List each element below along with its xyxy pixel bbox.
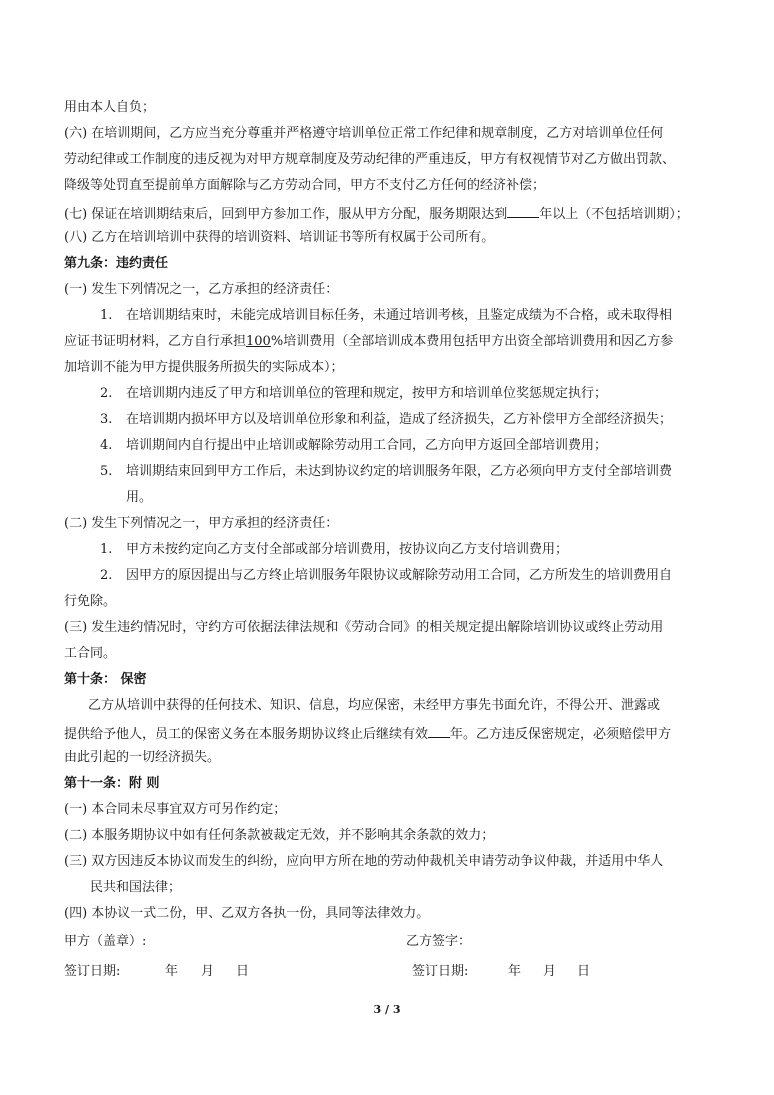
list-item-2: 在培训期内违反了甲方和培训单位的管理和规定，按甲方和培训单位奖惩规定执行； bbox=[126, 386, 608, 401]
article-11-item-2: (二) 本服务期协议中如有任何条款被裁定无效，并不影响其余条款的效力； bbox=[64, 828, 495, 843]
article-11-item-4: (四) 本协议一式二份，甲、乙双方各执一份，具同等法律效力。 bbox=[64, 906, 430, 921]
clause-6-line-1: (六) 在培训期间，乙方应当充分尊重并严格遵守培训单位正常工作纪律和规章制度，乙方对培训单位任何 bbox=[64, 126, 664, 141]
list-item-5-line-2: 用。 bbox=[126, 490, 153, 505]
list-number: 4. bbox=[100, 438, 113, 453]
confidentiality-years-blank[interactable] bbox=[428, 724, 450, 738]
clause-6-line-3: 降级等处罚直至提前单方面解除与乙方劳动合同，甲方不支付乙方任何的经济补偿； bbox=[64, 178, 546, 193]
list-item-b2-line-2: 行免除。 bbox=[64, 594, 117, 609]
article-10-line-3: 由此引起的一切经济损失。 bbox=[64, 750, 221, 765]
list-number: 2. bbox=[100, 568, 113, 583]
list-item-1-line-3: 加培训不能为甲方提供服务所损失的实际成本）； bbox=[64, 360, 344, 375]
article-10-text-a: 提供给予他人，员工的保密义务在本服务期协议终止后继续有效 bbox=[64, 727, 429, 742]
party-b-date-month: 月 bbox=[543, 964, 557, 979]
article-10-line-2 bbox=[64, 724, 671, 743]
article-9-sub-3-line-1: (三) 发生违约情况时，守约方可依据法律法规和《劳动合同》的相关规定提出解除培训协议或终止劳动用 bbox=[64, 620, 664, 635]
party-a-seal-label: 甲方（盖章）: bbox=[64, 934, 147, 949]
party-a-date-label: 签订日期: bbox=[64, 964, 121, 979]
article-11-heading: 第十一条：附 则 bbox=[64, 776, 160, 791]
party-a-date-day: 日 bbox=[236, 964, 250, 979]
list-item-b1: 甲方未按约定向乙方支付全部或部分培训费用，按协议向乙方支付培训费用； bbox=[126, 542, 569, 557]
article-9-sub-1: (一) 发生下列情况之一，乙方承担的经济责任： bbox=[64, 282, 339, 297]
party-b-date-label: 签订日期: bbox=[412, 964, 469, 979]
list-item-5-line-1: 培训期结束回到甲方工作后，未达到协议约定的培训服务年限，乙方必须向甲方支付全部培训费 bbox=[126, 464, 673, 479]
article-11-item-1: (一) 本合同未尽事宜双方可另作约定； bbox=[64, 802, 287, 817]
list-item-4: 培训期间内自行提出中止培训或解除劳动用工合同，乙方向甲方返回全部培训费用； bbox=[126, 438, 608, 453]
list-item-1-text-a: 应证书证明材料，乙方自行承担 bbox=[64, 334, 247, 349]
clause-6-line-2: 劳动纪律或工作制度的违反视为对甲方规章制度及劳动纪律的严重违反，甲方有权视情节对乙方做出罚款、 bbox=[64, 152, 676, 167]
article-9-sub-3-line-2: 工合同。 bbox=[64, 646, 117, 661]
article-9-sub-2: (二) 发生下列情况之一，甲方承担的经济责任： bbox=[64, 516, 339, 531]
list-item-1-line-2 bbox=[64, 334, 673, 350]
list-item-3: 在培训期内损坏甲方以及培训单位形象和利益，造成了经济损失，乙方补偿甲方全部经济损失； bbox=[126, 412, 673, 427]
page-number: 3 / 3 bbox=[373, 1003, 401, 1016]
list-number: 3. bbox=[100, 412, 113, 427]
party-a-date-month: 月 bbox=[201, 964, 215, 979]
service-years-blank[interactable] bbox=[507, 204, 539, 218]
clause-7-line bbox=[64, 204, 689, 223]
article-11-item-3-line-1: (三) 双方因违反本协议而发生的纠纷，应向甲方所在地的劳动仲裁机关申请劳动争议仲裁，并适用中华人 bbox=[64, 854, 664, 869]
list-number: 1. bbox=[100, 542, 113, 557]
party-a-date-year: 年 bbox=[165, 964, 179, 979]
clause-8-line: (八) 乙方在培训培训中获得的培训资料、培训证书等所有权属于公司所有。 bbox=[64, 230, 495, 245]
list-number: 5. bbox=[100, 464, 113, 479]
clause-7-text-a: (七) 保证在培训期结束后，回到甲方参加工作，服从甲方分配，服务期限达到 bbox=[64, 207, 508, 222]
list-number: 2. bbox=[100, 386, 113, 401]
article-9-heading: 第九条：违约责任 bbox=[64, 256, 169, 271]
party-b-signature-label: 乙方签字： bbox=[406, 934, 472, 949]
list-item-1-text-b: %培训费用（全部培训成本费用包括甲方出资全部培训费用和因乙方参 bbox=[270, 334, 674, 349]
text-line: 用由本人自负； bbox=[64, 100, 156, 115]
article-10-text-b: 年。乙方违反保密规定，必须赔偿甲方 bbox=[450, 727, 672, 742]
article-10-heading: 第十条： 保密 bbox=[64, 672, 147, 687]
article-11-item-3-line-2: 民共和国法律； bbox=[90, 880, 182, 895]
percent-value: 100 bbox=[246, 334, 271, 349]
article-10-line-1: 乙方从培训中获得的任何技术、知识、信息，均应保密，未经甲方事先书面允许，不得公开、泄露或 bbox=[88, 698, 661, 713]
clause-7-text-b: 年以上（不包括培训期）； bbox=[539, 207, 689, 222]
party-b-date-year: 年 bbox=[508, 964, 522, 979]
party-b-date-day: 日 bbox=[577, 964, 591, 979]
list-item-1-line-1: 在培训期结束时，未能完成培训目标任务，未通过培训考核，且鉴定成绩为不合格，或未取得相 bbox=[126, 308, 673, 323]
list-number: 1. bbox=[100, 308, 113, 323]
list-item-b2-line-1: 因甲方的原因提出与乙方终止培训服务年限协议或解除劳动用工合同，乙方所发生的培训费用自 bbox=[126, 568, 673, 583]
